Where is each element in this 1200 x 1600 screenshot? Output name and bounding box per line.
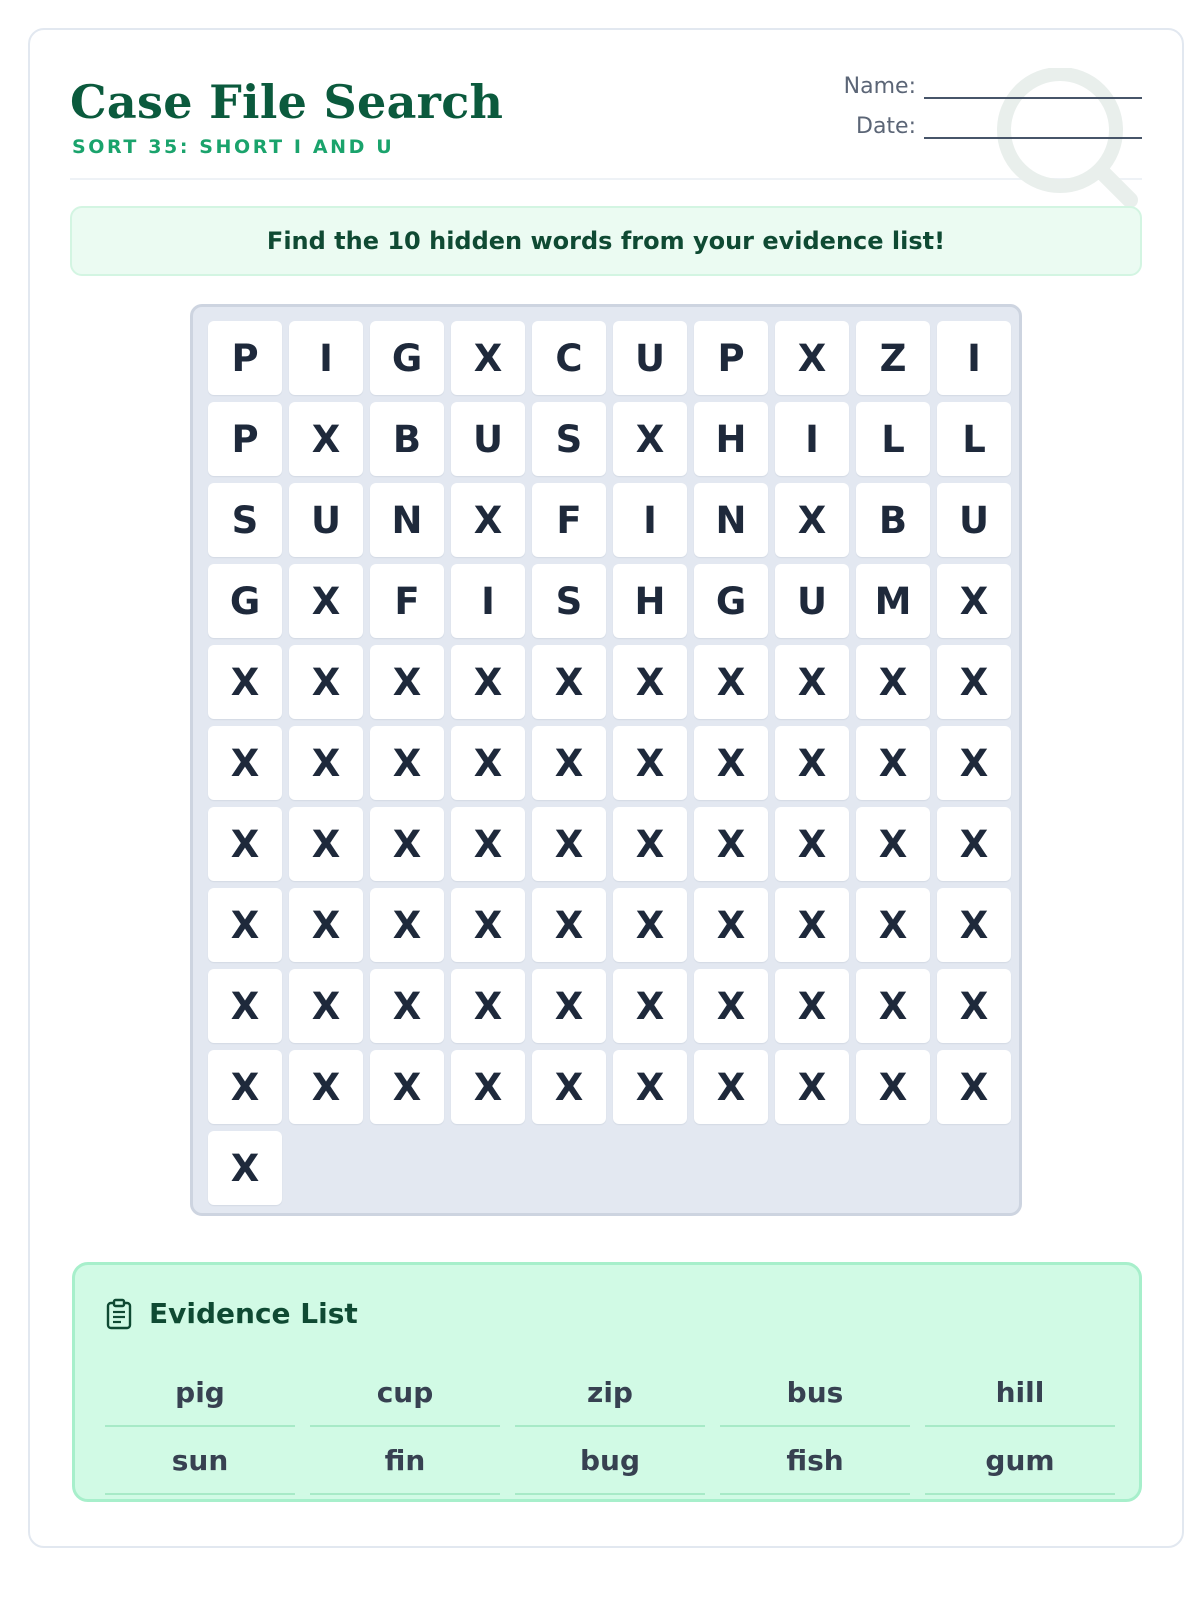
grid-cell[interactable]: H [694, 402, 768, 476]
grid-cell[interactable]: X [775, 807, 849, 881]
evidence-word-list [105, 1359, 1115, 1495]
grid-cell[interactable]: X [613, 1050, 687, 1124]
grid-cell[interactable]: X [775, 726, 849, 800]
grid-cell[interactable]: X [370, 1050, 444, 1124]
grid-cell[interactable]: X [775, 321, 849, 395]
grid-cell[interactable]: X [613, 807, 687, 881]
grid-cell[interactable]: X [775, 969, 849, 1043]
grid-cell[interactable]: X [289, 726, 363, 800]
grid-cell[interactable]: X [208, 645, 282, 719]
page-subtitle: SORT 35: SHORT I AND U [72, 136, 395, 158]
letter-grid [208, 321, 1011, 1205]
clipboard-icon [105, 1298, 133, 1330]
grid-cell[interactable]: X [370, 645, 444, 719]
grid-cell[interactable]: L [856, 402, 930, 476]
grid-cell[interactable]: X [775, 645, 849, 719]
grid-cell[interactable]: X [856, 888, 930, 962]
grid-cell[interactable]: X [532, 1050, 606, 1124]
name-label: Name: [843, 74, 916, 99]
evidence-word: fin [310, 1427, 500, 1495]
grid-cell[interactable]: X [532, 645, 606, 719]
grid-cell[interactable]: U [775, 564, 849, 638]
grid-cell[interactable]: X [451, 483, 525, 557]
grid-cell[interactable]: P [208, 402, 282, 476]
instruction-banner: Find the 10 hidden words from your evidence list! [70, 206, 1142, 276]
grid-cell[interactable]: X [613, 969, 687, 1043]
grid-cell[interactable]: X [532, 969, 606, 1043]
grid-cell[interactable]: X [208, 807, 282, 881]
grid-cell[interactable]: X [208, 969, 282, 1043]
page-title: Case File Search [70, 75, 504, 129]
grid-cell[interactable]: I [937, 321, 1011, 395]
grid-cell[interactable]: G [694, 564, 768, 638]
grid-cell[interactable]: P [694, 321, 768, 395]
worksheet-header [70, 60, 1142, 180]
grid-cell[interactable]: G [208, 564, 282, 638]
grid-cell[interactable]: X [856, 969, 930, 1043]
grid-cell[interactable]: X [289, 645, 363, 719]
grid-cell[interactable]: X [694, 969, 768, 1043]
grid-cell[interactable]: H [613, 564, 687, 638]
grid-cell[interactable]: I [289, 321, 363, 395]
date-label: Date: [856, 114, 916, 139]
grid-cell[interactable]: X [694, 645, 768, 719]
grid-cell[interactable]: X [451, 645, 525, 719]
grid-cell[interactable]: I [613, 483, 687, 557]
grid-cell[interactable]: X [613, 402, 687, 476]
grid-cell[interactable]: X [370, 726, 444, 800]
grid-cell[interactable]: F [532, 483, 606, 557]
grid-cell[interactable]: X [289, 807, 363, 881]
grid-cell[interactable]: M [856, 564, 930, 638]
grid-cell[interactable]: X [451, 888, 525, 962]
grid-cell[interactable]: X [937, 564, 1011, 638]
grid-cell[interactable]: X [289, 564, 363, 638]
grid-cell[interactable]: B [856, 483, 930, 557]
grid-cell[interactable]: F [370, 564, 444, 638]
name-field[interactable] [844, 74, 1142, 99]
grid-cell[interactable]: S [208, 483, 282, 557]
grid-cell[interactable]: N [694, 483, 768, 557]
grid-cell[interactable]: X [937, 1050, 1011, 1124]
grid-cell[interactable]: S [532, 402, 606, 476]
grid-cell[interactable]: I [775, 402, 849, 476]
grid-cell[interactable]: X [613, 888, 687, 962]
grid-cell[interactable]: C [532, 321, 606, 395]
grid-cell[interactable]: X [451, 726, 525, 800]
grid-cell[interactable]: X [208, 1050, 282, 1124]
grid-cell[interactable]: X [289, 888, 363, 962]
evidence-word: hill [925, 1359, 1115, 1427]
evidence-word: fish [720, 1427, 910, 1495]
grid-cell[interactable]: B [370, 402, 444, 476]
grid-cell[interactable]: S [532, 564, 606, 638]
grid-cell[interactable]: P [208, 321, 282, 395]
grid-cell[interactable]: X [775, 483, 849, 557]
grid-cell[interactable]: Z [856, 321, 930, 395]
grid-cell[interactable]: X [613, 726, 687, 800]
grid-cell[interactable]: X [370, 888, 444, 962]
word-search-grid [190, 304, 1022, 1216]
evidence-word: sun [105, 1427, 295, 1495]
grid-cell[interactable]: X [937, 969, 1011, 1043]
grid-cell[interactable]: X [937, 888, 1011, 962]
grid-cell[interactable]: X [451, 321, 525, 395]
grid-cell[interactable]: X [451, 807, 525, 881]
evidence-list-title: Evidence List [149, 1297, 358, 1330]
grid-cell[interactable]: X [370, 969, 444, 1043]
grid-cell[interactable]: X [532, 726, 606, 800]
grid-cell[interactable]: U [289, 483, 363, 557]
evidence-word: bug [515, 1427, 705, 1495]
grid-cell[interactable]: X [289, 1050, 363, 1124]
grid-cell[interactable]: X [694, 726, 768, 800]
grid-cell[interactable]: X [370, 807, 444, 881]
grid-cell[interactable]: X [613, 645, 687, 719]
grid-cell[interactable]: X [532, 888, 606, 962]
grid-cell[interactable]: X [856, 726, 930, 800]
grid-cell[interactable]: X [208, 888, 282, 962]
grid-cell[interactable]: X [856, 1050, 930, 1124]
grid-cell[interactable]: X [532, 807, 606, 881]
grid-cell[interactable]: X [856, 645, 930, 719]
grid-cell[interactable]: X [694, 1050, 768, 1124]
evidence-list-panel [72, 1262, 1142, 1502]
grid-cell[interactable]: U [613, 321, 687, 395]
grid-cell[interactable]: X [775, 1050, 849, 1124]
grid-cell[interactable]: X [289, 969, 363, 1043]
date-blank-line[interactable] [924, 115, 1142, 139]
evidence-word: cup [310, 1359, 500, 1427]
evidence-word: zip [515, 1359, 705, 1427]
grid-cell[interactable]: G [370, 321, 444, 395]
evidence-word: pig [105, 1359, 295, 1427]
grid-cell[interactable]: X [937, 726, 1011, 800]
date-field[interactable] [856, 114, 1142, 139]
grid-cell[interactable]: X [208, 726, 282, 800]
grid-cell[interactable]: X [856, 807, 930, 881]
grid-cell[interactable]: N [370, 483, 444, 557]
grid-cell[interactable]: X [451, 1050, 525, 1124]
evidence-list-header [105, 1297, 358, 1330]
evidence-word: bus [720, 1359, 910, 1427]
grid-cell[interactable]: I [451, 564, 525, 638]
grid-cell[interactable]: L [937, 402, 1011, 476]
grid-cell[interactable]: U [937, 483, 1011, 557]
grid-cell[interactable]: X [208, 1131, 282, 1205]
grid-cell[interactable]: X [937, 807, 1011, 881]
grid-cell[interactable]: X [937, 645, 1011, 719]
evidence-word: gum [925, 1427, 1115, 1495]
grid-cell[interactable]: X [694, 807, 768, 881]
grid-cell[interactable]: X [451, 969, 525, 1043]
name-blank-line[interactable] [924, 75, 1142, 99]
grid-cell[interactable]: X [694, 888, 768, 962]
grid-cell[interactable]: X [289, 402, 363, 476]
grid-cell[interactable]: U [451, 402, 525, 476]
grid-cell[interactable]: X [775, 888, 849, 962]
